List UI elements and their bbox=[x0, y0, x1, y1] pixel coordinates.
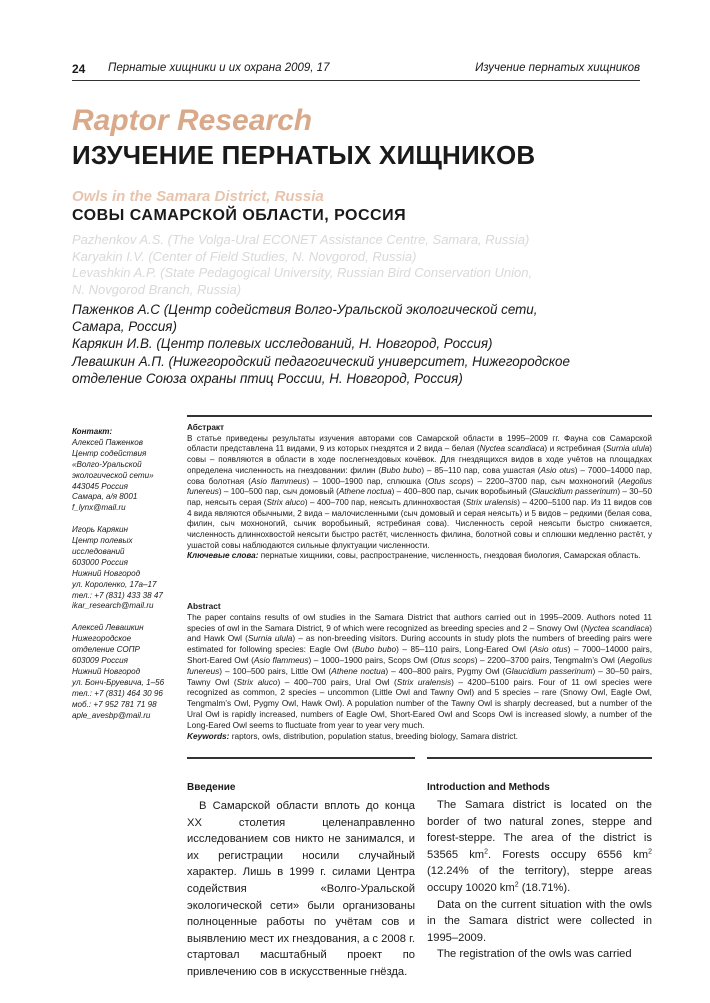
contact-line: Алексей Левашкин bbox=[72, 623, 144, 633]
author-line: Pazhenkov A.S. (The Volga-Ural ECONET Assistance Centre, Samara, Russia) bbox=[72, 232, 530, 247]
intro-ru-text: В Самарской области вплоть до конца XX столетия целенаправленно исследованием сов никто не занимался, и их регистрации носили случайный характер. Лишь в 1999 г. силами Центра содействия «Волго-Уральской экологической сети» были организованы полноценные работы по учётам сов и выявлению мест их гнездования, а с 2008 г. стартовал масштабный проект по привлечению сов в искусственные гнёзда. bbox=[187, 800, 415, 978]
paragraph: The Samara district is located on the border of two natural zones, steppe and forest-steppe. The area of the district is 53565 $km^2$. Forests occupy 6556 $km^2$ (12.24% of the territory), steppe areas occupy 10020 $km^2$ (18.71%). bbox=[427, 799, 652, 894]
contact-line: 603000 Россия bbox=[72, 557, 128, 567]
contact-line: экологической сети» bbox=[72, 470, 154, 480]
author-line: N. Novgorod Branch, Russia) bbox=[72, 281, 242, 297]
keywords-en-text: raptors, owls, distribution, population status, breeding biology, Samara district. bbox=[229, 730, 518, 741]
article-title-en: Owls in the Samara District, Russia bbox=[72, 188, 324, 205]
contact-line: исследований bbox=[72, 546, 125, 556]
contact-line: ул. Короленко, 17а–17 bbox=[72, 579, 157, 589]
abstract-ru bbox=[187, 423, 652, 562]
contact-line: Центр полевых bbox=[72, 536, 133, 546]
contact-email[interactable]: ikar_research@mail.ru bbox=[72, 601, 154, 611]
intro-en-heading: Introduction and Methods bbox=[427, 782, 550, 793]
section-heading-en: Raptor Research bbox=[72, 104, 313, 137]
contact-line: Нижний Новгород bbox=[72, 666, 141, 676]
abstract-en-title: Abstract bbox=[187, 601, 221, 611]
authors-en bbox=[72, 232, 652, 298]
intro-en-text bbox=[427, 797, 652, 963]
contact-line: Нижний Новгород bbox=[72, 568, 141, 578]
contact-email[interactable]: f_lynx@mail.ru bbox=[72, 503, 126, 513]
contact-line: ул. Бонч-Бруевича, 1–56 bbox=[72, 677, 165, 687]
column-rule bbox=[187, 757, 415, 759]
keywords-ru bbox=[187, 551, 652, 562]
paragraph: Data on the current situation with the owls in the Samara district were collected in 1995–2009. bbox=[427, 898, 652, 944]
contact-line: 603009 Россия bbox=[72, 656, 128, 665]
author-line: Левашкин А.П. (Нижегородский педагогический университет, Нижегородское bbox=[72, 353, 570, 369]
page-number: 24 bbox=[72, 62, 86, 76]
intro-ru-heading: Введение bbox=[187, 782, 236, 793]
contact-label: Контакт: bbox=[72, 427, 113, 436]
contact-line: Алексей Паженков bbox=[72, 437, 143, 447]
abstract-en bbox=[187, 601, 652, 741]
author-line: Karyakin I.V. (Center of Field Studies, N. Novgorod, Russia) bbox=[72, 248, 417, 264]
author-line: отделение Союза охраны птиц России, Н. Новгород, Россия) bbox=[72, 370, 463, 386]
contact-line: «Волго-Уральской bbox=[72, 459, 142, 469]
section-running-title: Изучение пернатых хищников bbox=[475, 62, 640, 74]
author-line: Карякин И.В. (Центр полевых исследований, Н. Новгород, Россия) bbox=[72, 336, 493, 352]
contact-block bbox=[72, 438, 182, 514]
abstract-ru-title: Абстракт bbox=[187, 423, 224, 432]
author-line: Levashkin A.P. (State Pedagogical University, Russian Bird Conservation Union, bbox=[72, 265, 533, 281]
keywords-en-label: Keywords: bbox=[187, 730, 230, 741]
contact-block bbox=[72, 525, 182, 612]
keywords-ru-label: Ключевые слова: bbox=[187, 551, 259, 561]
abstract-rule bbox=[187, 415, 652, 417]
contact-phone: тел.: +7 (831) 464 30 96 bbox=[72, 688, 163, 698]
author-line: Самара, Россия) bbox=[72, 319, 177, 335]
contact-line: 443045 Россия bbox=[72, 481, 128, 491]
header-rule bbox=[72, 80, 640, 81]
article-title-ru: СОВЫ САМАРСКОЙ ОБЛАСТИ, РОССИЯ bbox=[72, 207, 407, 224]
contact-line: Нижегородское bbox=[72, 634, 132, 644]
abstract-en-text: The paper contains results of owl studies in the Samara District that authors carried out in 1995–2009. Authors noted 11 species of owl in the Samara District, 9 of which were recognized as breeding species and 2 – Snowy Owl (Nyctea scandiaca) and Hawk Owl (Surnia ulula) – as non-breeding visitors. During accounts in study plots the numbers of breeding pairs were estimated for following species: Eagle Owl (Bubo bubo) – 85–110 pairs, Long-Eared Owl (Asio otus) – 7000–14000 pairs, Short-Eared Owl (Asio flammeus) – 1000–1900 pairs, Scops Owl (Otus scops) – 2200–3700 pairs, Tengmalm’s Owl (Aegolius funereus) – 100–500 pairs, Little Owl (Athene noctua) – 400–800 pairs, Pygmy Owl (Glaucidium passerinum) – 30–50 pairs, Tawny Owl (Strix aluco) – 400–700 pairs, Ural Owl (Strix uralensis) – 4200–5100 pairs. Four of 11 owl species were recognized as common, 2 species – uncommon (Little Owl and Tawny Owl) and 5 species – rare (Snowy Owl, Eagle Owl, Tengmalm’s Owl, Pygmy Owl, Hawk Owl). A population number of the Tawny Owl is sharply decreased, but a number of the Ural Owl is rapidly increased, numbers of Eagle Owl, Short-Eared Owl and Scops Owl is increased slowly, a number of the Long-Eared Owl seems to fluctuate from year to year very much. bbox=[187, 611, 653, 730]
contact-line: Центр содействия bbox=[72, 448, 147, 458]
contact-phone: тел.: +7 (831) 433 38 47 bbox=[72, 590, 163, 600]
paragraph: The registration of the owls was carried bbox=[437, 948, 632, 961]
keywords-en bbox=[187, 731, 652, 742]
contact-line: Игорь Карякин bbox=[72, 525, 128, 535]
section-heading-ru: ИЗУЧЕНИЕ ПЕРНАТЫХ ХИЩНИКОВ bbox=[72, 140, 536, 170]
author-line: Паженков А.С (Центр содействия Волго-Уральской экологической сети, bbox=[72, 302, 538, 317]
contact-line: отделение СОПР bbox=[72, 645, 140, 655]
journal-running-title: Пернатые хищники и их охрана 2009, 17 bbox=[108, 62, 330, 74]
contact-email[interactable]: aple_avesbp@mail.ru bbox=[72, 710, 151, 720]
column-rule bbox=[427, 757, 652, 759]
contact-block bbox=[72, 623, 182, 721]
contact-sidebar bbox=[72, 427, 182, 732]
authors-ru bbox=[72, 301, 652, 387]
contact-line: Самара, а/я 8001 bbox=[72, 492, 138, 502]
abstract-ru-text: В статье приведены результаты изучения авторами сов Самарской области в 1995–2009 гг. Фауна сов Самарской области представлена 11 видами, 9 из которых гнездятся и 2 вида – белая (Nyctea scandiaca) и ястребиная (Surnia ulula) совы – появляются в области в ходе послегнездовых кочёвок. Для гнездящихся видов в ходе учётов на площадках определена численность на гнездовании: филин (Bubo bubo) – 85–110 пар, сова ушастая (Asio otus) – 7000–14000 пар, сова болотная (Asio flammeus) – 1000–1900 пар, сплюшка (Otus scops) – 2200–3700 пар, сыч мохноногий (Aegolius funereus) – 100–500 пар, сыч домовый (Athene noctua) – 400–800 пар, сычик воробьиный (Glaucidium passerinum) – 30–50 пар, неясыть серая (Strix aluco) – 400–700 пар, неясыть длиннохвостая (Strix uralensis) – 4200–5100 пар. Из 11 видов сов 4 вида являются обычными, 2 вида – малочисленными (сыч домовый и серая неясыть) и 5 видов – редкими (белая сова, филин, сыч мохноногий, сычик воробьиный, ястребиная сова). Численность серой неясыти быстро снижается, численность длиннохвостой неясыти быстро растёт, численность филина, болотной совы и сплюшки медленно растёт, у ушастой совы наблюдаются сильные флуктуации численности. bbox=[187, 433, 652, 550]
keywords-ru-text: пернатые хищники, совы, распространение, численность, гнездовая биология, Самарская область. bbox=[258, 551, 641, 561]
contact-mobile: моб.: +7 952 781 71 98 bbox=[72, 699, 157, 709]
